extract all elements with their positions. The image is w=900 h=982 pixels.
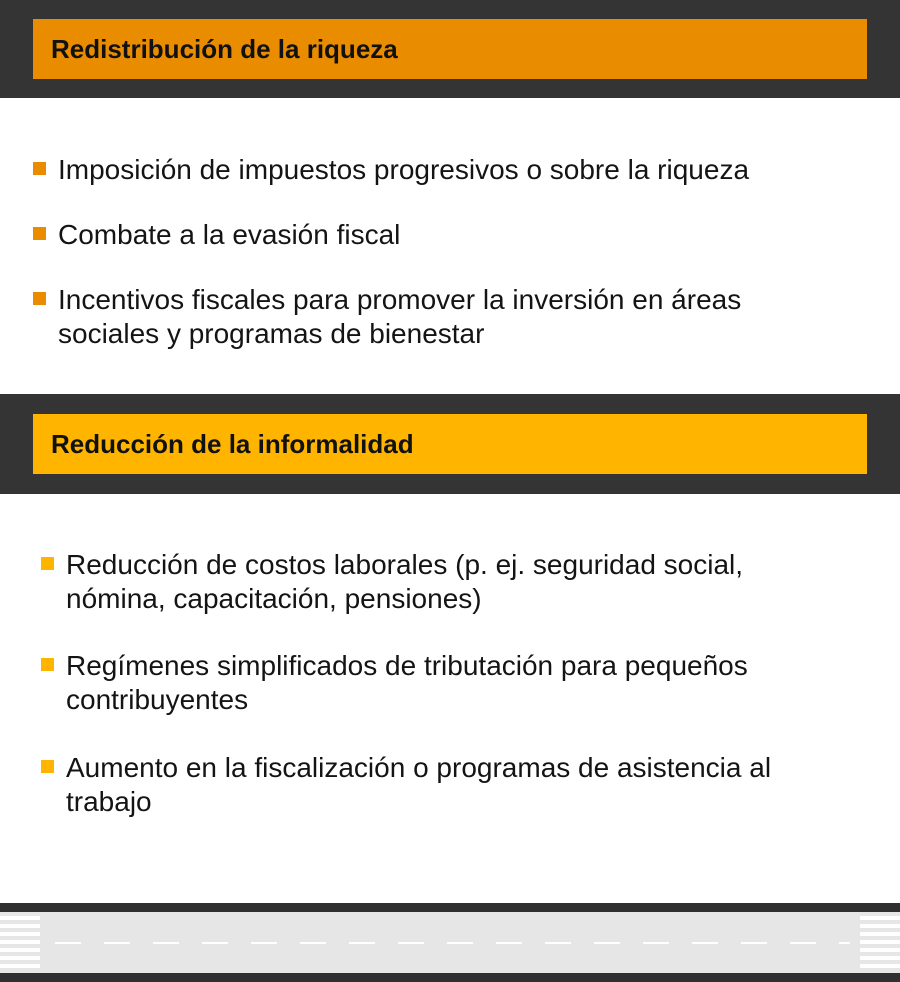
road-graphic <box>0 903 900 982</box>
list-item-text: Aumento en la fiscalización o programas de asistencia al trabajo <box>66 752 772 817</box>
section-title-redistribucion: Redistribución de la riqueza <box>33 19 867 79</box>
list-item <box>33 153 749 187</box>
list-item <box>41 548 831 616</box>
list-item <box>33 218 400 252</box>
square-bullet-icon <box>33 292 46 305</box>
list-item-text: Combate a la evasión fiscal <box>58 219 401 250</box>
square-bullet-icon <box>33 162 46 175</box>
list-item <box>41 751 831 819</box>
square-bullet-icon <box>33 227 46 240</box>
section-title-informalidad: Reducción de la informalidad <box>33 414 867 474</box>
square-bullet-icon <box>41 658 54 671</box>
crosswalk-left <box>0 916 40 968</box>
square-bullet-icon <box>41 557 54 570</box>
section-header-band-1 <box>0 0 900 98</box>
crosswalk-right <box>860 916 900 968</box>
road-markings <box>0 903 900 982</box>
section-header-band-2 <box>0 394 900 494</box>
list-item-text: Regímenes simplificados de tributación para pequeños contribuyentes <box>66 650 748 715</box>
square-bullet-icon <box>41 760 54 773</box>
list-item-text: Incentivos fiscales para promover la inversión en áreas sociales y programas de bienestar <box>58 284 742 349</box>
list-item-text: Reducción de costos laborales (p. ej. seguridad social, nómina, capacitación, pensiones) <box>66 549 744 614</box>
list-item-text: Imposición de impuestos progresivos o sobre la riqueza <box>58 154 750 185</box>
list-item <box>33 283 823 351</box>
list-item <box>41 649 831 717</box>
